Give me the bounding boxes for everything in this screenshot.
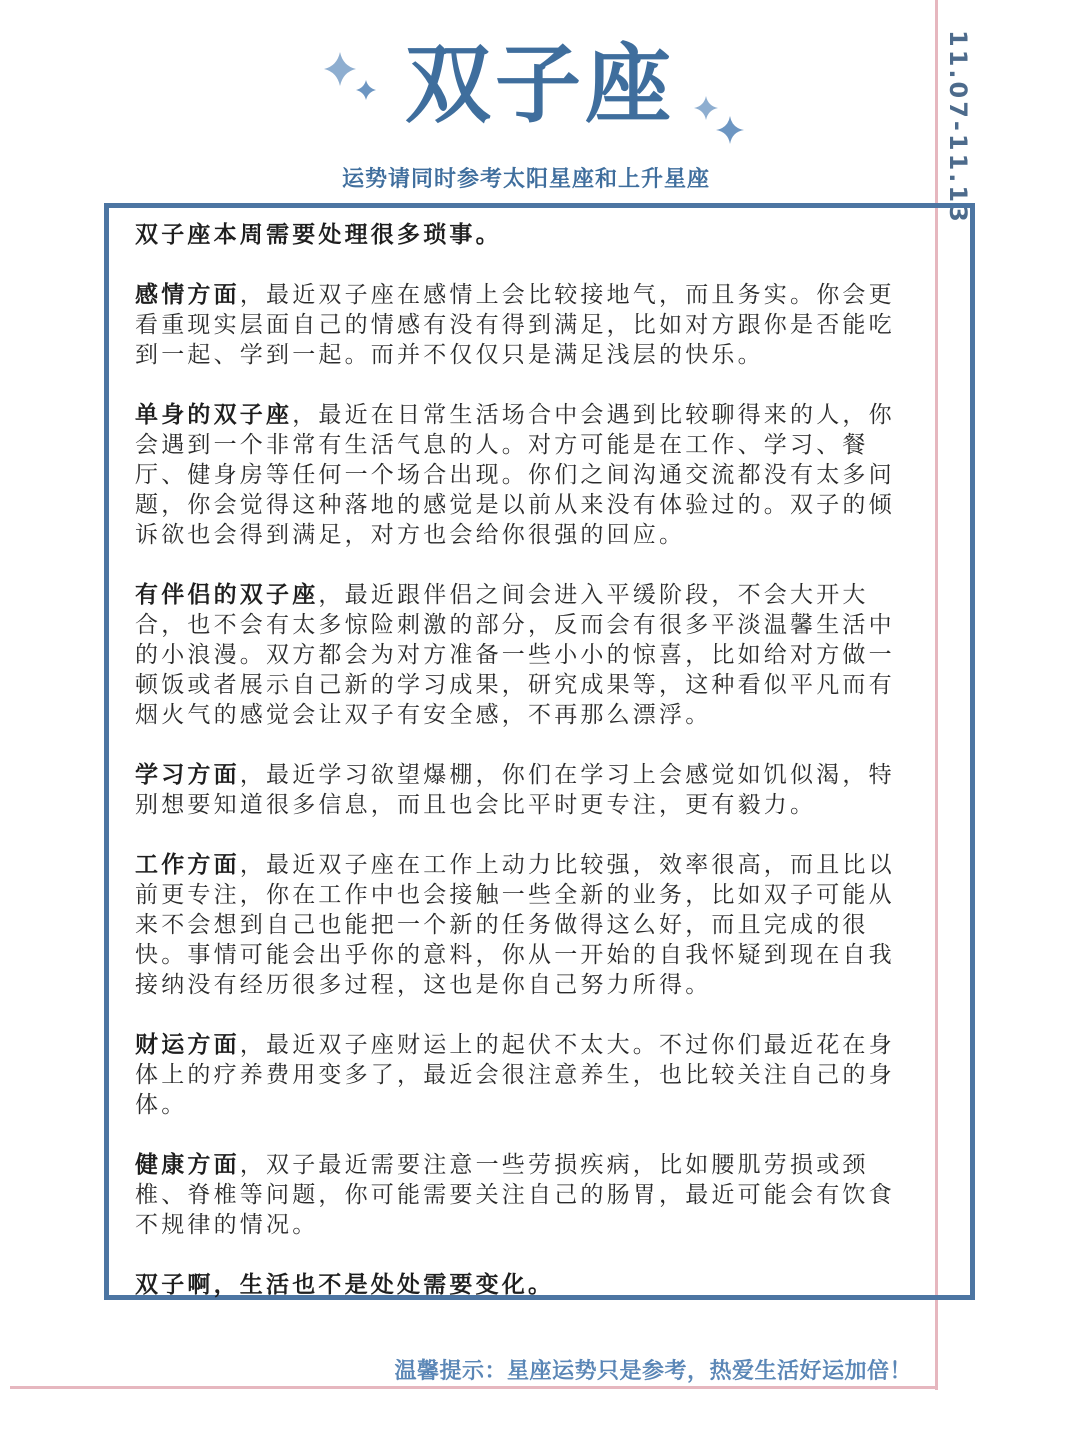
- page-title: 双子座: [405, 35, 675, 135]
- date-range: 11.07-11.13: [944, 30, 972, 225]
- love-paragraph: [135, 280, 915, 370]
- love-label: 感情方面: [135, 282, 240, 308]
- work-label: 工作方面: [135, 852, 240, 878]
- partner-text: ，最近跟伴侣之间会进入平缓阶段，不会大开大合，也不会有太多惊险刺激的部分，反而会有很多平淡温馨生活中的小浪漫。双方都会为对方准备一些小小的惊喜，比如给对方做一顿饭或者展示自己新的学习成果，研究成果等，这种看似平凡而有烟火气的感觉会让双子有安全感，不再那么漂浮。: [135, 582, 895, 728]
- partner-paragraph: [135, 580, 915, 730]
- money-paragraph: [135, 1030, 915, 1120]
- pink-horizontal-line: [10, 1386, 938, 1389]
- intro-paragraph: 双子座本周需要处理很多琐事。: [135, 222, 502, 248]
- closing-paragraph: 双子啊，生活也不是处处需要变化。: [135, 1272, 555, 1298]
- work-paragraph: [135, 850, 915, 1000]
- health-text: ，双子最近需要注意一些劳损疾病，比如腰肌劳损或颈椎、脊椎等问题，你可能需要关注自己的肠胃，最近可能会有饮食不规律的情况。: [135, 1152, 895, 1238]
- subtitle: 运势请同时参考太阳星座和上升星座: [341, 167, 710, 192]
- study-label: 学习方面: [135, 762, 240, 788]
- partner-label: 有伴侣的双子座: [135, 582, 319, 608]
- single-text: ，最近在日常生活场合中会遇到比较聊得来的人，你会遇到一个非常有生活气息的人。对方可能是在工作、学习、餐厅、健身房等任何一个场合出现。你们之间沟通交流都没有太多问题，你会觉得这种落地的感觉是以前从来没有体验过的。双子的倾诉欲也会得到满足，对方也会给你很强的回应。: [135, 402, 895, 548]
- health-paragraph: [135, 1150, 915, 1240]
- footer-tip: 温馨提示：星座运势只是参考，热爱生活好运加倍！: [394, 1359, 912, 1384]
- single-label: 单身的双子座: [135, 402, 293, 428]
- love-text: ，最近双子座在感情上会比较接地气，而且务实。你会更看重现实层面自己的情感有没有得到满足，比如对方跟你是否能吃到一起、学到一起。而并不仅仅只是满足浅层的快乐。: [135, 282, 895, 368]
- study-paragraph: [135, 760, 915, 820]
- health-label: 健康方面: [135, 1152, 240, 1178]
- money-label: 财运方面: [135, 1032, 240, 1058]
- money-text: ，最近双子座财运上的起伏不太大。不过你们最近花在身体上的疗养费用变多了，最近会很注意养生，也比较关注自己的身体。: [135, 1032, 895, 1118]
- work-text: ，最近双子座在工作上动力比较强，效率很高，而且比以前更专注，你在工作中也会接触一些全新的业务，比如双子可能从来不会想到自己也能把一个新的任务做得这么好，而且完成的很快。事情可能会出乎你的意料，你从一开始的自我怀疑到现在自我接纳没有经历很多过程，这也是你自己努力所得。: [135, 852, 895, 998]
- single-paragraph: [135, 400, 915, 550]
- study-text: ，最近学习欲望爆棚，你们在学习上会感觉如饥似渴，特别想要知道很多信息，而且也会比平时更专注，更有毅力。: [135, 762, 895, 818]
- horoscope-content: [135, 220, 915, 1330]
